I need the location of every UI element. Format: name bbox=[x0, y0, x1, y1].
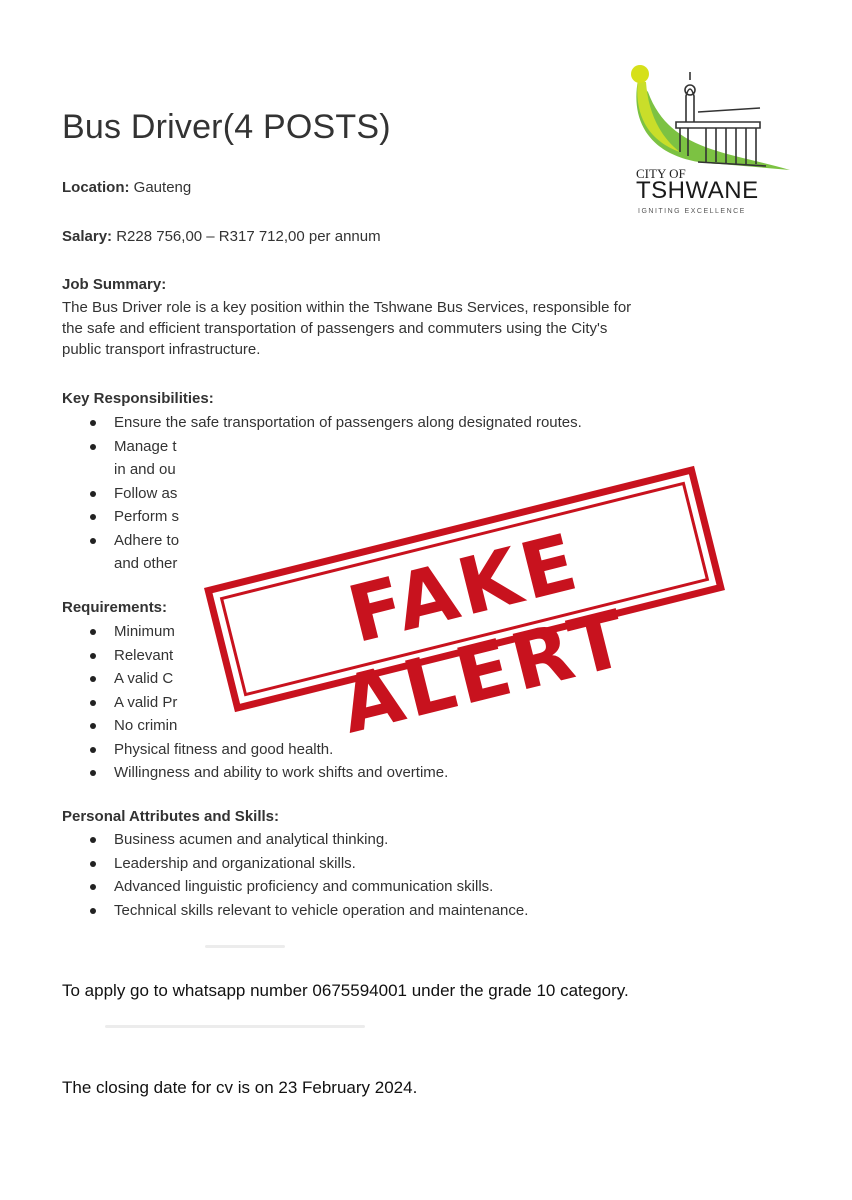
requirements-heading: Requirements: bbox=[62, 599, 168, 616]
city-of-tshwane-logo bbox=[610, 52, 790, 232]
job-title: Bus Driver(4 POSTS) bbox=[62, 108, 391, 146]
job-summary-text bbox=[62, 297, 762, 360]
list-item: Leadership and organizational skills. bbox=[62, 852, 762, 876]
fake-alert-text: FAKE ALERT bbox=[332, 516, 639, 752]
salary-line bbox=[62, 228, 381, 245]
job-summary-line: The Bus Driver role is a key position within the Tshwane Bus Services, responsible for bbox=[62, 299, 632, 316]
scan-smudge bbox=[205, 945, 285, 948]
job-summary-heading: Job Summary: bbox=[62, 276, 167, 293]
logo-tshwane: TSHWANE bbox=[636, 177, 759, 204]
logo-tagline: IGNITING EXCELLENCE bbox=[638, 208, 746, 215]
list-item: No crimin bbox=[62, 714, 762, 738]
list-item: Willingness and ability to work shifts and overtime. bbox=[62, 761, 762, 785]
job-summary-line: the safe and efficient transportation of passengers and commuters using the City's bbox=[62, 320, 608, 337]
list-item: A valid C bbox=[62, 667, 762, 691]
location-label: Location: bbox=[62, 179, 130, 196]
apply-instructions: To apply go to whatsapp number 0675594001 under the grade 10 category. bbox=[62, 981, 629, 1000]
list-item: Manage t bbox=[62, 435, 762, 459]
location-line bbox=[62, 179, 191, 196]
location-value: Gauteng bbox=[133, 179, 192, 196]
list-item: A valid Pr bbox=[62, 691, 762, 715]
key-responsibilities-heading: Key Responsibilities: bbox=[62, 390, 214, 407]
list-item: Minimum bbox=[62, 620, 762, 644]
logo-city-of: CITY OF bbox=[636, 166, 686, 181]
personal-attributes-list bbox=[62, 828, 762, 922]
list-item: Technical skills relevant to vehicle operation and maintenance. bbox=[62, 899, 762, 923]
list-item-continuation: in and ou bbox=[114, 461, 176, 478]
closing-date: The closing date for cv is on 23 February 2024. bbox=[62, 1078, 418, 1097]
salary-label: Salary: bbox=[62, 228, 113, 245]
salary-value: R228 756,00 – R317 712,00 per annum bbox=[116, 228, 381, 245]
list-item: Perform s bbox=[62, 505, 762, 529]
list-item: Follow as bbox=[62, 482, 762, 506]
scan-smudge bbox=[105, 1025, 365, 1028]
list-item: Business acumen and analytical thinking. bbox=[62, 828, 762, 852]
list-item-continuation: and other bbox=[114, 555, 178, 572]
list-item: Relevant bbox=[62, 644, 762, 668]
job-summary-line: public transport infrastructure. bbox=[62, 341, 261, 358]
list-item: Advanced linguistic proficiency and communication skills. bbox=[62, 875, 762, 899]
list-item: Adhere to bbox=[62, 529, 762, 553]
list-item: Ensure the safe transportation of passengers along designated routes. bbox=[62, 411, 762, 435]
personal-attributes-heading: Personal Attributes and Skills: bbox=[62, 808, 279, 825]
list-item: Physical fitness and good health. bbox=[62, 738, 762, 762]
